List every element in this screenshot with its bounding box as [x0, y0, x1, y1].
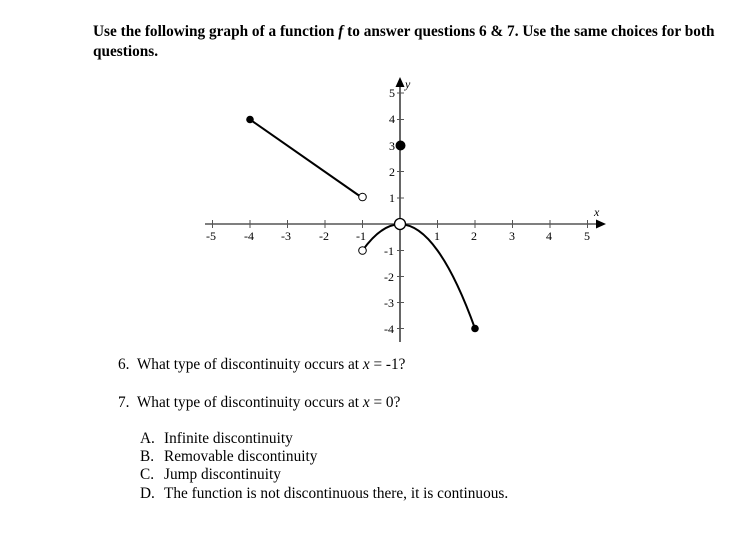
- choice-letter: B.: [140, 448, 155, 466]
- y-tick-label: 1: [389, 191, 395, 205]
- y-tick-label: -1: [384, 244, 394, 258]
- choice-b: [140, 448, 508, 466]
- parabola-curve: [363, 224, 476, 328]
- y-tick-label: 5: [389, 86, 395, 100]
- x-tick-label: -4: [244, 229, 254, 243]
- y-tick-label: -2: [384, 270, 394, 284]
- choice-text: Infinite discontinuity: [164, 430, 293, 447]
- y-tick-label: -4: [384, 322, 394, 336]
- choice-c: [140, 466, 508, 484]
- question-text: = -1?: [369, 356, 406, 373]
- x-tick-label: 2: [471, 229, 477, 243]
- choice-letter: C.: [140, 466, 155, 484]
- x-tick-label: 4: [546, 229, 552, 243]
- choice-letter: A.: [140, 430, 155, 447]
- line-segment: [250, 120, 363, 199]
- x-tick-label: -1: [356, 229, 366, 243]
- y-axis-arrow-icon: [396, 77, 405, 87]
- open-dot: [359, 247, 367, 255]
- choice-text: Jump discontinuity: [164, 466, 281, 484]
- answer-choices: [140, 430, 508, 503]
- question-var: x: [362, 394, 370, 411]
- open-dot-origin: [395, 219, 406, 230]
- choice-letter: D.: [140, 484, 155, 502]
- y-tick-label: 4: [389, 112, 395, 126]
- question-number: 7.: [118, 394, 130, 411]
- y-axis-label: y: [405, 77, 411, 91]
- choice-d: [140, 485, 508, 503]
- x-tick-label: 5: [584, 229, 590, 243]
- instructions-text-1: Use the following graph of a function: [93, 23, 339, 40]
- x-axis-arrow-icon: [596, 220, 606, 229]
- x-tick-label: -3: [281, 229, 291, 243]
- instructions-text-2: to answer questions 6 & 7. Use the same choices for both questions.: [93, 23, 715, 60]
- closed-dot: [246, 116, 254, 124]
- choice-text: Removable discontinuity: [164, 448, 318, 466]
- choice-a: [140, 430, 508, 448]
- question-text: What type of discontinuity occurs at: [136, 356, 363, 373]
- y-tick-label: 2: [389, 165, 395, 179]
- closed-dot: [396, 141, 406, 151]
- open-dot: [359, 193, 367, 201]
- y-tick-label: 3: [389, 139, 395, 153]
- question-7: [118, 394, 400, 412]
- question-var: x: [362, 356, 370, 373]
- x-tick-label: 1: [434, 229, 440, 243]
- choice-text: The function is not discontinuous there, it is continuous.: [164, 484, 509, 502]
- x-tick-label: -5: [206, 229, 216, 243]
- question-6: [118, 356, 405, 374]
- y-tick-label: -3: [384, 296, 394, 310]
- function-name: f: [338, 23, 344, 40]
- question-text: What type of discontinuity occurs at: [136, 394, 363, 411]
- closed-dot: [471, 325, 479, 333]
- x-tick-label: 3: [509, 229, 515, 243]
- question-text: = 0?: [369, 394, 401, 411]
- x-tick-label: -2: [319, 229, 329, 243]
- x-axis-label: x: [594, 205, 600, 219]
- question-number: 6.: [118, 356, 130, 373]
